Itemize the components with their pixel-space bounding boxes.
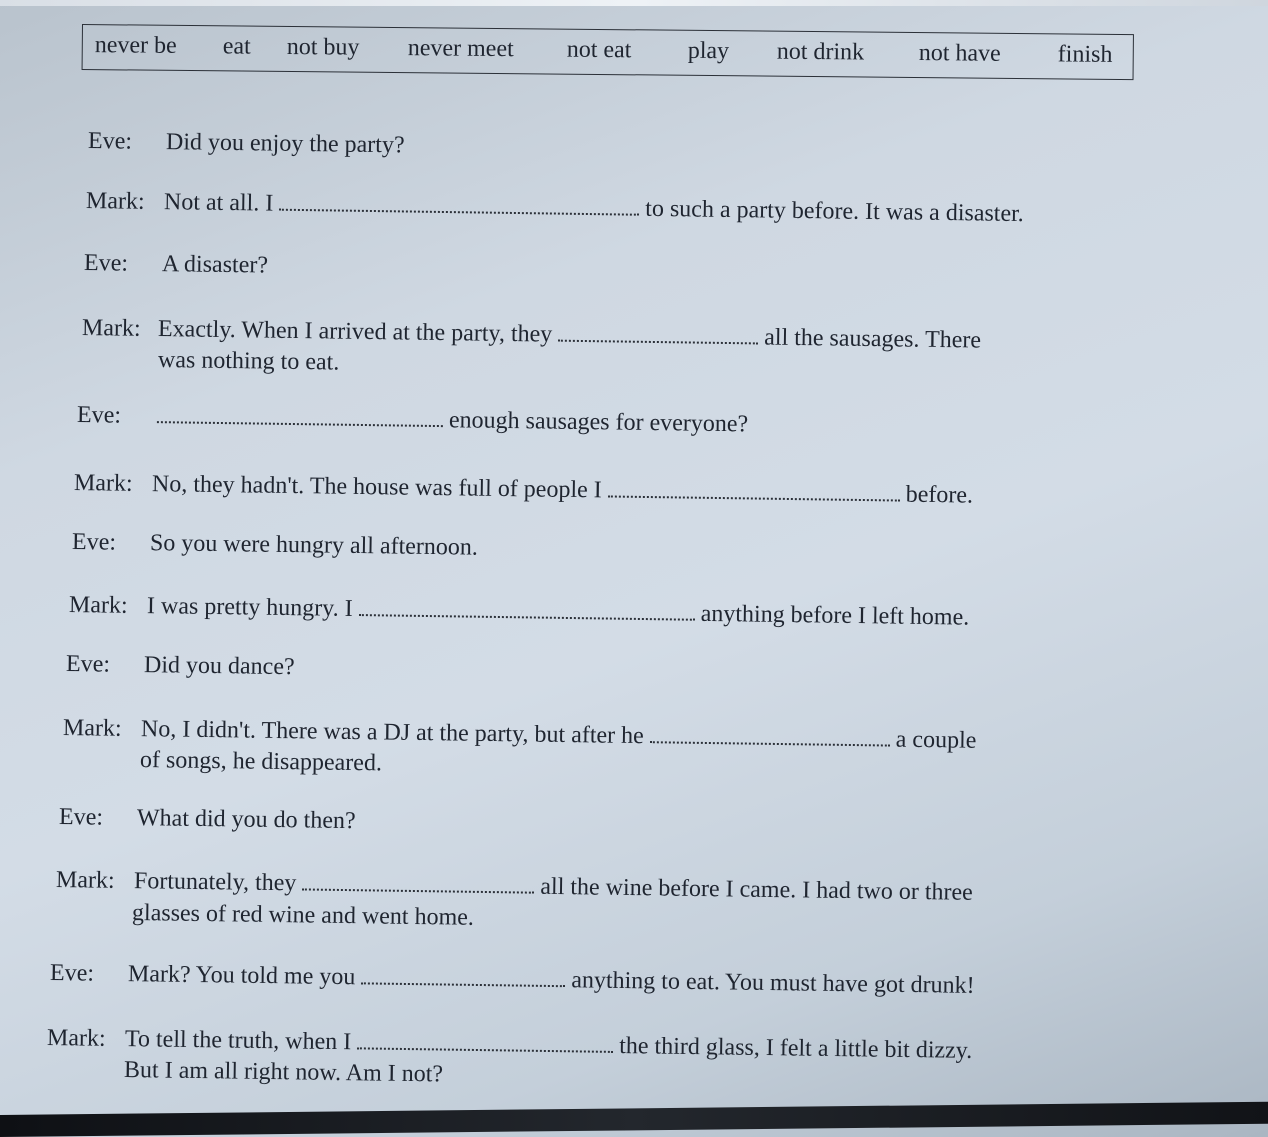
word-bank-item: not eat bbox=[566, 36, 632, 64]
line-text: before. bbox=[905, 481, 974, 509]
dialogue-line bbox=[88, 128, 405, 159]
word-bank bbox=[82, 24, 1134, 80]
top-edge bbox=[0, 0, 1268, 6]
answer-blank[interactable] bbox=[558, 322, 758, 345]
line-text: enough sausages for everyone? bbox=[448, 407, 749, 438]
speaker-label: Mark: bbox=[55, 867, 115, 894]
line-text: Not at all. I bbox=[163, 189, 274, 217]
dialogue-line-continuation: was nothing to eat. bbox=[157, 347, 340, 376]
speaker-label: Eve: bbox=[71, 529, 117, 556]
speaker-label: Eve: bbox=[58, 804, 104, 831]
line-text: What did you do then? bbox=[136, 805, 356, 835]
answer-blank[interactable] bbox=[357, 1029, 613, 1053]
answer-blank[interactable] bbox=[361, 964, 565, 987]
line-text: all the sausages. There bbox=[764, 324, 982, 354]
screen-bottom-edge bbox=[0, 1102, 1268, 1137]
dialogue-line bbox=[74, 470, 973, 510]
dialogue-line-continuation: of songs, he disappeared. bbox=[139, 747, 383, 777]
dialogue-line bbox=[86, 188, 1024, 228]
dialogue-line bbox=[66, 651, 295, 681]
line-text: No, they hadn't. The house was full of people I bbox=[151, 471, 602, 504]
speaker-label: Mark: bbox=[62, 715, 122, 742]
word-bank-item: not have bbox=[918, 40, 1001, 67]
answer-blank[interactable] bbox=[608, 477, 900, 501]
speaker-label: Mark: bbox=[68, 592, 128, 619]
speaker-label: Mark: bbox=[46, 1025, 106, 1052]
line-text: Exactly. When I arrived at the party, they bbox=[157, 316, 553, 348]
line-text: all the wine before I came. I had two or three bbox=[540, 873, 973, 906]
answer-blank[interactable] bbox=[157, 403, 443, 427]
word-bank-item: not drink bbox=[776, 38, 865, 66]
line-text: No, I didn't. There was a DJ at the party, but after he bbox=[140, 716, 644, 750]
answer-blank[interactable] bbox=[279, 191, 639, 216]
word-bank-item: eat bbox=[222, 33, 251, 60]
line-text: to such a party before. It was a disaster. bbox=[645, 195, 1024, 228]
speaker-label: Eve: bbox=[49, 960, 95, 987]
speaker-label: Mark: bbox=[73, 470, 133, 497]
dialogue-line bbox=[84, 250, 268, 280]
word-bank-item: play bbox=[687, 37, 730, 65]
answer-blank[interactable] bbox=[359, 596, 695, 621]
dialogue-line bbox=[77, 402, 749, 438]
line-text: Did you dance? bbox=[143, 652, 295, 681]
speaker-label: Eve: bbox=[76, 402, 122, 429]
line-text: A disaster? bbox=[161, 251, 269, 279]
word-bank-item: finish bbox=[1057, 41, 1113, 68]
line-text: Fortunately, they bbox=[133, 868, 297, 897]
speaker-label: Mark: bbox=[81, 315, 141, 342]
dialogue-line-continuation: But I am all right now. Am I not? bbox=[123, 1057, 444, 1088]
line-text: So you were hungry all afternoon. bbox=[149, 530, 479, 561]
word-bank-item: not buy bbox=[286, 33, 360, 61]
dialogue-line bbox=[50, 960, 975, 1000]
answer-blank[interactable] bbox=[302, 870, 534, 893]
dialogue-line bbox=[72, 529, 478, 562]
speaker-label: Eve: bbox=[65, 651, 111, 678]
dialogue-line-continuation: glasses of red wine and went home. bbox=[131, 900, 475, 931]
speaker-label: Eve: bbox=[83, 250, 129, 277]
line-text: I was pretty hungry. I bbox=[146, 593, 353, 622]
word-bank-item: never be bbox=[94, 32, 177, 59]
line-text: a couple bbox=[895, 726, 977, 754]
line-text: the third glass, I felt a little bit dizzy. bbox=[619, 1032, 973, 1064]
line-text: Mark? You told me you bbox=[127, 961, 356, 991]
line-text: To tell the truth, when I bbox=[124, 1026, 352, 1056]
line-text: anything to eat. You must have got drunk! bbox=[571, 967, 975, 999]
line-text: Did you enjoy the party? bbox=[165, 129, 405, 159]
dialogue-line bbox=[59, 804, 356, 835]
line-text: anything before I left home. bbox=[700, 600, 970, 631]
dialogue-line bbox=[69, 592, 970, 632]
word-bank-item: never meet bbox=[407, 35, 514, 63]
speaker-label: Mark: bbox=[85, 188, 145, 215]
answer-blank[interactable] bbox=[650, 723, 890, 746]
speaker-label: Eve: bbox=[87, 128, 133, 155]
